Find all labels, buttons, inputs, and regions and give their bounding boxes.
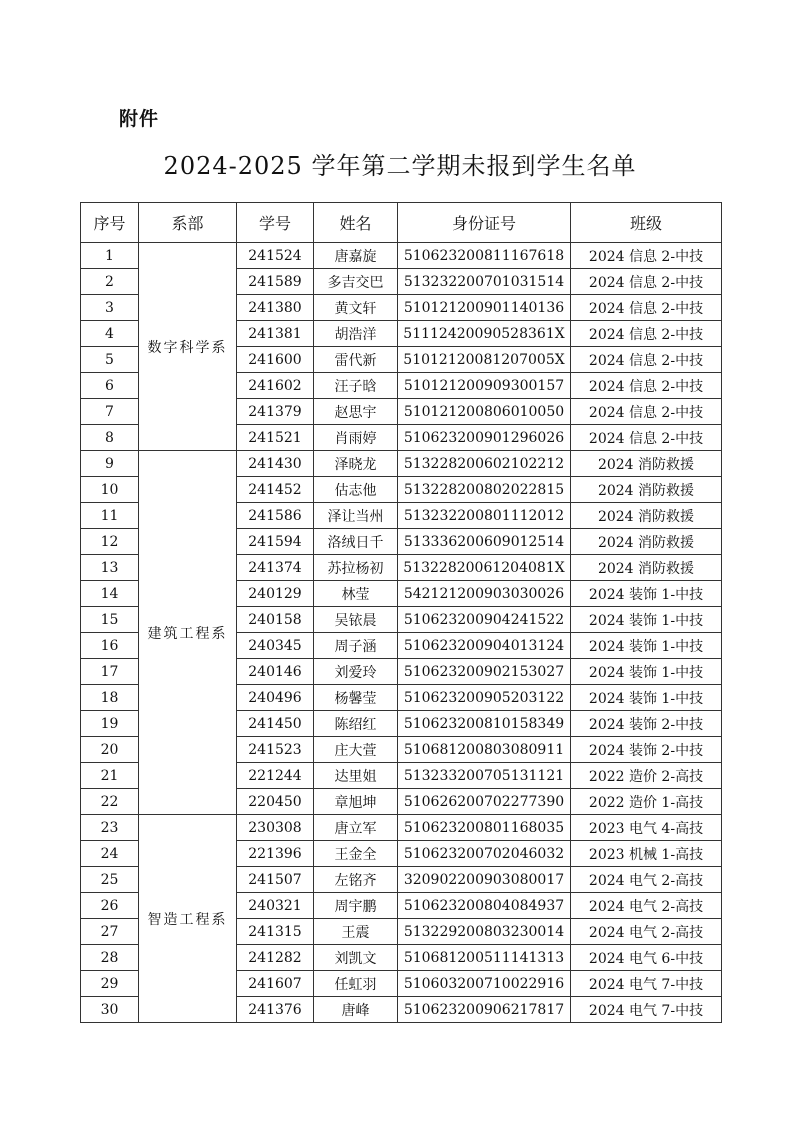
- header-id-number: 身份证号: [398, 203, 571, 243]
- id-number-cell: 510681200803080911: [398, 737, 571, 763]
- department-cell: 建筑工程系: [139, 451, 237, 815]
- id-number-cell: 320902200903080017: [398, 867, 571, 893]
- student-name-cell: 陈绍红: [314, 711, 398, 737]
- student-id-cell: 241589: [237, 269, 314, 295]
- row-index: 15: [81, 607, 139, 633]
- id-number-cell: 513229200803230014: [398, 919, 571, 945]
- student-name-cell: 任虹羽: [314, 971, 398, 997]
- row-index: 16: [81, 633, 139, 659]
- student-name-cell: 雷代新: [314, 347, 398, 373]
- header-department: 系部: [139, 203, 237, 243]
- row-index: 8: [81, 425, 139, 451]
- class-cell: 2024 消防救援: [571, 503, 722, 529]
- header-class: 班级: [571, 203, 722, 243]
- table-header-row: [81, 203, 722, 243]
- student-name-cell: 唐嘉旋: [314, 243, 398, 269]
- row-index: 19: [81, 711, 139, 737]
- row-index: 22: [81, 789, 139, 815]
- student-name-cell: 胡浩洋: [314, 321, 398, 347]
- student-name-cell: 左铭齐: [314, 867, 398, 893]
- student-id-cell: 220450: [237, 789, 314, 815]
- student-id-cell: 240496: [237, 685, 314, 711]
- table-row: [81, 815, 722, 841]
- header-name: 姓名: [314, 203, 398, 243]
- class-cell: 2024 消防救援: [571, 477, 722, 503]
- id-number-cell: 513232200801112012: [398, 503, 571, 529]
- class-cell: 2024 信息 2-中技: [571, 347, 722, 373]
- student-id-cell: 241381: [237, 321, 314, 347]
- class-cell: 2024 装饰 1-中技: [571, 581, 722, 607]
- student-name-cell: 杨馨莹: [314, 685, 398, 711]
- id-number-cell: 510623200904241522: [398, 607, 571, 633]
- class-cell: 2024 电气 2-高技: [571, 893, 722, 919]
- class-cell: 2024 装饰 1-中技: [571, 633, 722, 659]
- student-table: [80, 202, 722, 1023]
- row-index: 30: [81, 997, 139, 1023]
- id-number-cell: 510623200810158349: [398, 711, 571, 737]
- row-index: 7: [81, 399, 139, 425]
- row-index: 18: [81, 685, 139, 711]
- class-cell: 2024 装饰 2-中技: [571, 711, 722, 737]
- id-number-cell: 510623200902153027: [398, 659, 571, 685]
- row-index: 9: [81, 451, 139, 477]
- student-id-cell: 241315: [237, 919, 314, 945]
- student-name-cell: 唐峰: [314, 997, 398, 1023]
- id-number-cell: 51012120081207005X: [398, 347, 571, 373]
- student-name-cell: 汪子晗: [314, 373, 398, 399]
- id-number-cell: 542121200903030026: [398, 581, 571, 607]
- class-cell: 2024 装饰 2-中技: [571, 737, 722, 763]
- id-number-cell: 510121200806010050: [398, 399, 571, 425]
- student-name-cell: 刘凯文: [314, 945, 398, 971]
- class-cell: 2024 装饰 1-中技: [571, 659, 722, 685]
- id-number-cell: 510623200904013124: [398, 633, 571, 659]
- attachment-label: 附件: [119, 108, 160, 130]
- row-index: 27: [81, 919, 139, 945]
- row-index: 1: [81, 243, 139, 269]
- student-id-cell: 241374: [237, 555, 314, 581]
- id-number-cell: 513232200701031514: [398, 269, 571, 295]
- id-number-cell: 510623200905203122: [398, 685, 571, 711]
- row-index: 24: [81, 841, 139, 867]
- student-id-cell: 241380: [237, 295, 314, 321]
- class-cell: 2024 消防救援: [571, 451, 722, 477]
- department-cell: 数字科学系: [139, 243, 237, 451]
- student-name-cell: 多吉交巴: [314, 269, 398, 295]
- id-number-cell: 513228200802022815: [398, 477, 571, 503]
- student-id-cell: 241600: [237, 347, 314, 373]
- row-index: 28: [81, 945, 139, 971]
- row-index: 25: [81, 867, 139, 893]
- student-id-cell: 241282: [237, 945, 314, 971]
- class-cell: 2022 造价 2-高技: [571, 763, 722, 789]
- class-cell: 2022 造价 1-高技: [571, 789, 722, 815]
- class-cell: 2024 装饰 1-中技: [571, 607, 722, 633]
- department-cell: 智造工程系: [139, 815, 237, 1023]
- header-student-id: 学号: [237, 203, 314, 243]
- student-id-cell: 221244: [237, 763, 314, 789]
- id-number-cell: 510121200901140136: [398, 295, 571, 321]
- row-index: 21: [81, 763, 139, 789]
- student-name-cell: 周宇鹏: [314, 893, 398, 919]
- class-cell: 2024 信息 2-中技: [571, 373, 722, 399]
- class-cell: 2024 电气 2-高技: [571, 867, 722, 893]
- student-name-cell: 王震: [314, 919, 398, 945]
- student-name-cell: 王金全: [314, 841, 398, 867]
- id-number-cell: 510623200906217817: [398, 997, 571, 1023]
- id-number-cell: 51322820061204081X: [398, 555, 571, 581]
- id-number-cell: 510623200702046032: [398, 841, 571, 867]
- id-number-cell: 510121200909300157: [398, 373, 571, 399]
- header-index: 序号: [81, 203, 139, 243]
- student-id-cell: 240158: [237, 607, 314, 633]
- table-row: [81, 243, 722, 269]
- student-id-cell: 241586: [237, 503, 314, 529]
- class-cell: 2024 电气 7-中技: [571, 971, 722, 997]
- row-index: 29: [81, 971, 139, 997]
- id-number-cell: 513336200609012514: [398, 529, 571, 555]
- class-cell: 2023 机械 1-高技: [571, 841, 722, 867]
- student-id-cell: 221396: [237, 841, 314, 867]
- document-title: 2024-2025 学年第二学期未报到学生名单: [163, 152, 637, 180]
- student-id-cell: 241523: [237, 737, 314, 763]
- class-cell: 2024 信息 2-中技: [571, 269, 722, 295]
- row-index: 5: [81, 347, 139, 373]
- row-index: 3: [81, 295, 139, 321]
- student-id-cell: 241430: [237, 451, 314, 477]
- student-id-cell: 241507: [237, 867, 314, 893]
- student-name-cell: 刘爱玲: [314, 659, 398, 685]
- student-id-cell: 240321: [237, 893, 314, 919]
- student-name-cell: 估志他: [314, 477, 398, 503]
- id-number-cell: 513233200705131121: [398, 763, 571, 789]
- student-id-cell: 240129: [237, 581, 314, 607]
- student-name-cell: 达里姐: [314, 763, 398, 789]
- class-cell: 2024 电气 7-中技: [571, 997, 722, 1023]
- row-index: 4: [81, 321, 139, 347]
- id-number-cell: 510626200702277390: [398, 789, 571, 815]
- student-name-cell: 洛绒日千: [314, 529, 398, 555]
- id-number-cell: 510681200511141313: [398, 945, 571, 971]
- id-number-cell: 510623200804084937: [398, 893, 571, 919]
- student-id-cell: 241602: [237, 373, 314, 399]
- student-id-cell: 241376: [237, 997, 314, 1023]
- row-index: 20: [81, 737, 139, 763]
- student-name-cell: 苏拉杨初: [314, 555, 398, 581]
- student-name-cell: 黄文轩: [314, 295, 398, 321]
- student-id-cell: 230308: [237, 815, 314, 841]
- student-id-cell: 241452: [237, 477, 314, 503]
- id-number-cell: 51112420090528361X: [398, 321, 571, 347]
- student-id-cell: 241607: [237, 971, 314, 997]
- row-index: 13: [81, 555, 139, 581]
- id-number-cell: 510623200901296026: [398, 425, 571, 451]
- student-name-cell: 唐立军: [314, 815, 398, 841]
- class-cell: 2024 信息 2-中技: [571, 295, 722, 321]
- class-cell: 2024 信息 2-中技: [571, 399, 722, 425]
- student-name-cell: 赵思宇: [314, 399, 398, 425]
- class-cell: 2024 信息 2-中技: [571, 425, 722, 451]
- student-name-cell: 吴铱晨: [314, 607, 398, 633]
- class-cell: 2024 电气 6-中技: [571, 945, 722, 971]
- class-cell: 2024 消防救援: [571, 529, 722, 555]
- student-name-cell: 周子涵: [314, 633, 398, 659]
- row-index: 17: [81, 659, 139, 685]
- row-index: 26: [81, 893, 139, 919]
- class-cell: 2024 装饰 1-中技: [571, 685, 722, 711]
- student-id-cell: 240146: [237, 659, 314, 685]
- id-number-cell: 513228200602102212: [398, 451, 571, 477]
- row-index: 2: [81, 269, 139, 295]
- table-row: [81, 451, 722, 477]
- student-name-cell: 林莹: [314, 581, 398, 607]
- class-cell: 2024 消防救援: [571, 555, 722, 581]
- row-index: 12: [81, 529, 139, 555]
- student-id-cell: 241450: [237, 711, 314, 737]
- student-id-cell: 241379: [237, 399, 314, 425]
- student-name-cell: 泽晓龙: [314, 451, 398, 477]
- row-index: 10: [81, 477, 139, 503]
- student-id-cell: 241521: [237, 425, 314, 451]
- student-name-cell: 庄大萱: [314, 737, 398, 763]
- class-cell: 2024 电气 2-高技: [571, 919, 722, 945]
- student-name-cell: 章旭坤: [314, 789, 398, 815]
- id-number-cell: 510623200801168035: [398, 815, 571, 841]
- student-name-cell: 肖雨婷: [314, 425, 398, 451]
- id-number-cell: 510603200710022916: [398, 971, 571, 997]
- student-id-cell: 241524: [237, 243, 314, 269]
- class-cell: 2024 信息 2-中技: [571, 321, 722, 347]
- row-index: 14: [81, 581, 139, 607]
- row-index: 6: [81, 373, 139, 399]
- student-id-cell: 241594: [237, 529, 314, 555]
- id-number-cell: 510623200811167618: [398, 243, 571, 269]
- student-id-cell: 240345: [237, 633, 314, 659]
- student-name-cell: 泽让当州: [314, 503, 398, 529]
- class-cell: 2023 电气 4-高技: [571, 815, 722, 841]
- row-index: 23: [81, 815, 139, 841]
- class-cell: 2024 信息 2-中技: [571, 243, 722, 269]
- row-index: 11: [81, 503, 139, 529]
